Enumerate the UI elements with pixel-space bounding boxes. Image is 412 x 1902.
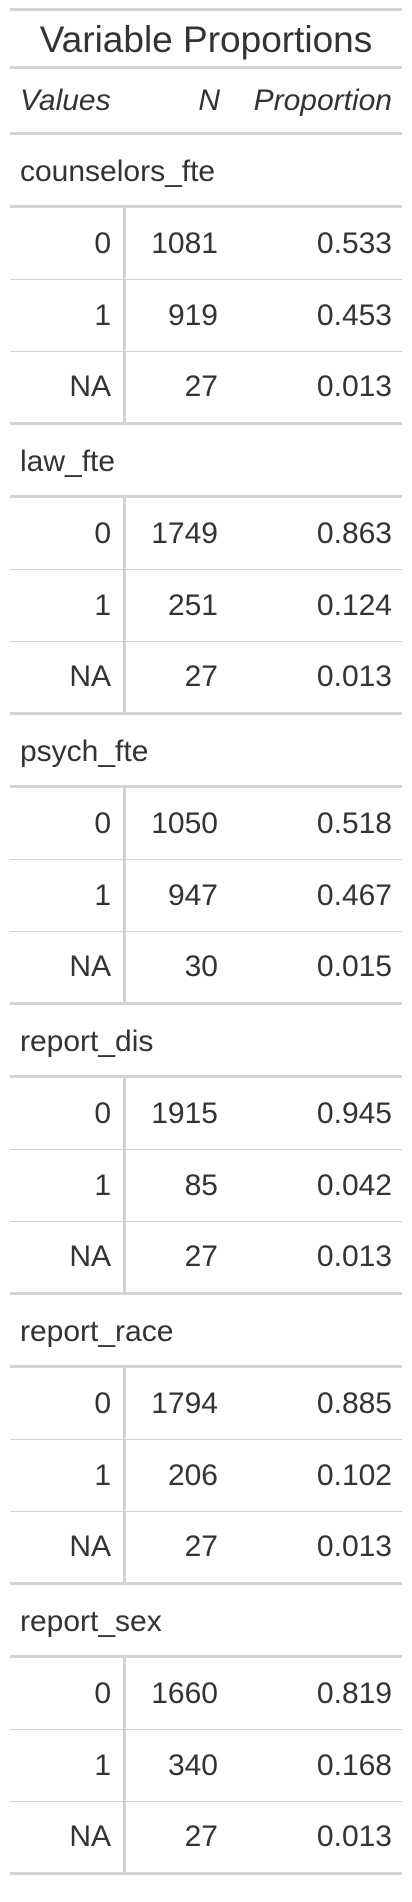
- table-row: [10, 1150, 402, 1222]
- cell-value: 1: [10, 1730, 126, 1801]
- column-header-row: [10, 69, 402, 135]
- cell-n: 1749: [151, 516, 218, 550]
- cell-value: 1: [10, 1150, 126, 1221]
- group-label: counselors_fte: [10, 135, 402, 208]
- cell-value: 1: [10, 570, 126, 641]
- table-row: [10, 860, 402, 932]
- cell-n: 251: [167, 588, 218, 622]
- group-label: psych_fte: [10, 715, 402, 788]
- cell-proportion: 0.124: [316, 588, 392, 622]
- table-row: [10, 788, 402, 860]
- group-label: report_dis: [10, 1005, 402, 1078]
- cell-value: NA: [10, 1802, 126, 1872]
- cell-proportion: 0.013: [316, 370, 392, 403]
- cell-n: 1915: [151, 1096, 218, 1130]
- cell-value: 1: [10, 280, 126, 351]
- cell-proportion: 0.015: [316, 950, 392, 983]
- cell-proportion: 0.168: [316, 1748, 392, 1782]
- cell-value: 0: [10, 498, 126, 569]
- cell-proportion: 0.013: [316, 660, 392, 693]
- cell-n: 27: [184, 1240, 218, 1273]
- cell-n: 27: [184, 370, 218, 403]
- cell-proportion: 0.863: [316, 516, 392, 550]
- cell-n: 947: [167, 878, 218, 912]
- cell-proportion: 0.945: [316, 1096, 392, 1130]
- cell-proportion: 0.013: [316, 1240, 392, 1273]
- cell-value: NA: [10, 932, 126, 1002]
- table-row: [10, 352, 402, 425]
- cell-value: 0: [10, 1078, 126, 1149]
- cell-n: 27: [184, 1530, 218, 1563]
- cell-proportion: 0.453: [316, 298, 392, 332]
- group-label: report_sex: [10, 1585, 402, 1658]
- cell-value: 1: [10, 860, 126, 931]
- cell-value: 0: [10, 1368, 126, 1439]
- cell-value: 0: [10, 208, 126, 279]
- cell-value: NA: [10, 352, 126, 422]
- cell-n: 1050: [151, 806, 218, 840]
- table-row: [10, 1730, 402, 1802]
- table-row: [10, 1802, 402, 1875]
- table-row: [10, 280, 402, 352]
- table-row: [10, 570, 402, 642]
- cell-value: NA: [10, 1512, 126, 1582]
- table-row: [10, 932, 402, 1005]
- group-label: law_fte: [10, 425, 402, 498]
- cell-value: NA: [10, 1222, 126, 1292]
- cell-proportion: 0.013: [316, 1530, 392, 1563]
- table-title: Variable Proportions: [10, 11, 402, 69]
- cell-proportion: 0.533: [316, 226, 392, 260]
- column-header-proportion: Proportion: [253, 83, 392, 117]
- cell-n: 919: [167, 298, 218, 332]
- cell-proportion: 0.885: [316, 1386, 392, 1420]
- cell-value: NA: [10, 642, 126, 712]
- cell-n: 30: [184, 950, 218, 983]
- table-row: [10, 1222, 402, 1295]
- cell-value: 0: [10, 788, 126, 859]
- table-row: [10, 208, 402, 280]
- cell-n: 206: [167, 1458, 218, 1492]
- table-row: [10, 1078, 402, 1150]
- cell-value: 1: [10, 1440, 126, 1511]
- cell-proportion: 0.819: [316, 1676, 392, 1710]
- cell-value: 0: [10, 1658, 126, 1729]
- table-row: [10, 642, 402, 715]
- cell-proportion: 0.042: [316, 1168, 392, 1202]
- column-header-values: Values: [20, 83, 111, 117]
- cell-n: 340: [167, 1748, 218, 1782]
- table-row: [10, 1440, 402, 1512]
- cell-n: 27: [184, 660, 218, 693]
- cell-n: 1660: [151, 1676, 218, 1710]
- cell-proportion: 0.518: [316, 806, 392, 840]
- group-label: report_race: [10, 1295, 402, 1368]
- table-row: [10, 1658, 402, 1730]
- cell-n: 85: [184, 1168, 218, 1202]
- cell-proportion: 0.102: [316, 1458, 392, 1492]
- table-row: [10, 498, 402, 570]
- table-body: [10, 135, 402, 1875]
- table-row: [10, 1368, 402, 1440]
- cell-proportion: 0.467: [316, 878, 392, 912]
- column-header-n: N: [198, 83, 220, 117]
- cell-n: 1081: [151, 226, 218, 260]
- cell-proportion: 0.013: [316, 1820, 392, 1853]
- proportions-table: [10, 0, 402, 1875]
- cell-n: 1794: [151, 1386, 218, 1420]
- table-row: [10, 1512, 402, 1585]
- cell-n: 27: [184, 1820, 218, 1853]
